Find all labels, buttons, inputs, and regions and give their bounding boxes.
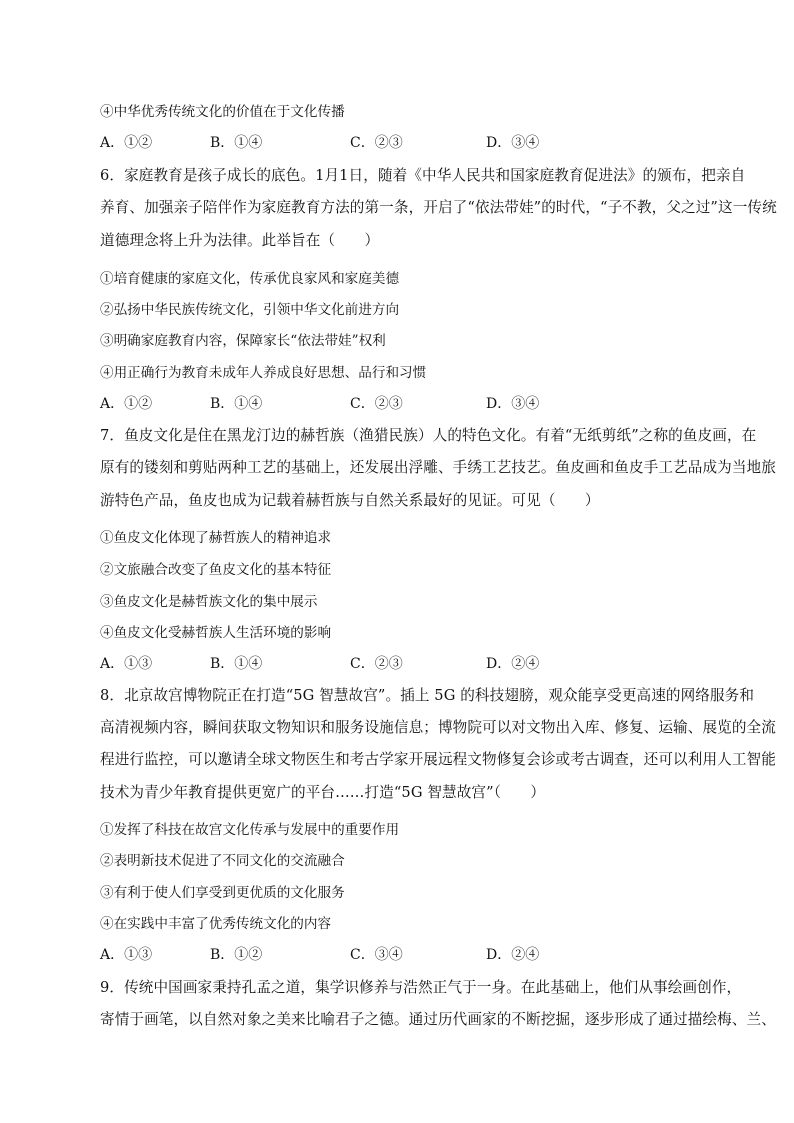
- q5-choice-c: C．②③: [350, 135, 403, 151]
- q8-choice-d: D．②④: [486, 947, 540, 963]
- q7-option-2: ②文旅融合改变了鱼皮文化的基本特征: [100, 562, 332, 578]
- q8-choices: [100, 946, 580, 964]
- q7-option-4: ④鱼皮文化受赫哲族人生活环境的影响: [100, 625, 332, 641]
- q6-choice-a: A．①②: [100, 396, 153, 412]
- q8-option-3: ③有利于使人们享受到更优质的文化服务: [100, 885, 345, 901]
- q6-choices: [100, 395, 580, 413]
- q5-choices: [100, 134, 580, 152]
- q6-option-2: ②弘扬中华民族传统文化，引领中华文化前进方向: [100, 302, 400, 318]
- q7-option-3: ③鱼皮文化是赫哲族文化的集中展示: [100, 594, 318, 610]
- q8-stem-line-2: 高清视频内容，瞬间获取文物知识和服务设施信息；博物院可以对文物出入库、修复、运输、展览的全流: [100, 719, 776, 736]
- q6-stem-line-1: 6．家庭教育是孩子成长的底色。1月1日，随着《中华人民共和国家庭教育促进法》的颁布，把亲自: [100, 167, 746, 184]
- q5-choice-a: A．①②: [100, 135, 153, 151]
- q6-choice-d: D．③④: [486, 396, 540, 412]
- q8-stem-line-3: 程进行监控，可以邀请全球文物医生和考古学家开展远程文物修复会诊或考古调查，还可以利用人工智能: [100, 751, 776, 768]
- q6-choice-b: B．①④: [210, 396, 263, 412]
- q6-choice-c: C．②③: [350, 396, 403, 412]
- q8-choice-c: C．③④: [350, 947, 403, 963]
- q5-choice-d: D．③④: [486, 135, 540, 151]
- q6-stem-line-3: 道德理念将上升为法律。此举旨在（ ）: [100, 232, 380, 249]
- q7-stem-line-3: 游特色产品，鱼皮也成为记载着赫哲族与自然关系最好的见证。可见（ ）: [100, 492, 600, 509]
- q7-choice-b: B．①④: [210, 656, 263, 672]
- q7-choice-d: D．②④: [486, 656, 540, 672]
- q8-stem-line-4: 技术为青少年教育提供更宽广的平台……打造“5G 智慧故宫”（ ）: [100, 784, 546, 801]
- q5-choice-b: B．①④: [210, 135, 263, 151]
- q6-option-4: ④用正确行为教育未成年人养成良好思想、品行和习惯: [100, 365, 427, 381]
- q7-choice-a: A．①③: [100, 656, 153, 672]
- q7-choice-c: C．②③: [350, 656, 403, 672]
- q6-option-1: ①培育健康的家庭文化，传承优良家风和家庭美德: [100, 271, 400, 287]
- q7-choices: [100, 655, 580, 673]
- q8-option-1: ①发挥了科技在故宫文化传承与发展中的重要作用: [100, 822, 400, 838]
- q8-choice-b: B．①②: [210, 947, 263, 963]
- q7-stem-line-1: 7．鱼皮文化是住在黑龙汀边的赫哲族（渔猎民族）人的特色文化。有着“无纸剪纸”之称的鱼皮画，在: [100, 427, 757, 444]
- q5-option-4: ④中华优秀传统文化的价值在于文化传播: [100, 104, 345, 120]
- q8-stem-line-1: 8．北京故宫博物院正在打造“5G 智慧故宫”。插上 5G 的科技翅膀，观众能享受更高速的网络服务和: [100, 687, 755, 704]
- q8-option-4: ④在实践中丰富了优秀传统文化的内容: [100, 916, 332, 932]
- q7-stem-line-2: 原有的镂刻和剪贴两种工艺的基础上，还发展出浮雕、手绣工艺技艺。鱼皮画和鱼皮手工艺品成为当地旅: [100, 459, 776, 476]
- q9-stem-line-1: 9．传统中国画家秉持孔孟之道，集学识修养与浩然正气于一身。在此基础上，他们从事绘画创作，: [100, 979, 742, 996]
- q8-option-2: ②表明新技术促进了不同文化的交流融合: [100, 853, 345, 869]
- q9-stem-line-2: 寄情于画笔，以自然对象之美来比喻君子之德。通过历代画家的不断挖掘，逐步形成了通过描绘梅、兰、: [100, 1011, 776, 1028]
- q6-option-3: ③明确家庭教育内容，保障家长“依法带娃”权利: [100, 333, 386, 349]
- q8-choice-a: A．①③: [100, 947, 153, 963]
- q7-option-1: ①鱼皮文化体现了赫哲族人的精神追求: [100, 530, 332, 546]
- q6-stem-line-2: 养育、加强亲子陪伴作为家庭教育方法的第一条，开启了“依法带娃”的时代，“子不教，父之过”这一传统: [100, 199, 777, 216]
